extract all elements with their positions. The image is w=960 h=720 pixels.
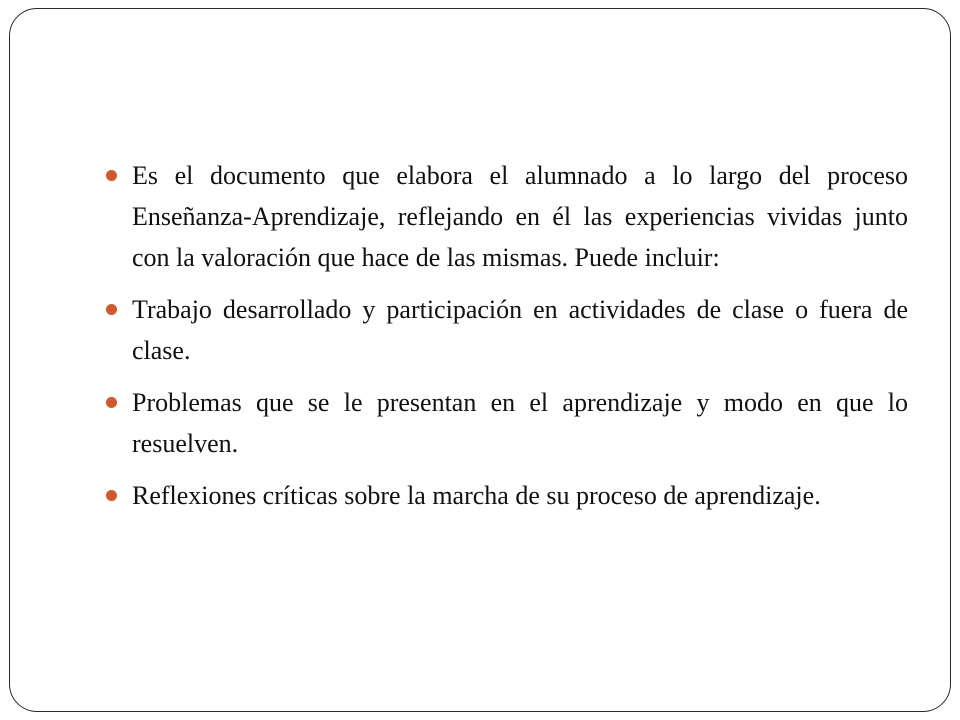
bullet-text: Trabajo desarrollado y participación en actividades de clase o fuera de clase. <box>132 295 908 365</box>
bullet-text: Problemas que se le presentan en el aprendizaje y modo en que lo resuelven. <box>132 388 908 458</box>
bullet-item-problemas <box>104 382 908 464</box>
bullet-dot-icon <box>106 397 117 408</box>
bullet-dot-icon <box>106 170 117 181</box>
bullet-text: Reflexiones críticas sobre la marcha de su proceso de aprendizaje. <box>132 481 821 510</box>
bullet-item-definition <box>104 155 908 278</box>
bullet-item-trabajo <box>104 289 908 371</box>
bullet-item-reflexiones <box>104 475 908 516</box>
bullet-dot-icon <box>106 490 117 501</box>
bullet-dot-icon <box>106 304 117 315</box>
bullet-list <box>104 155 908 527</box>
bullet-text: Es el documento que elabora el alumnado a lo largo del proceso Enseñanza-Aprendizaje, reflejando en él las experiencias vividas junto con la valoración que hace de las mismas. Puede incluir: <box>132 161 908 272</box>
